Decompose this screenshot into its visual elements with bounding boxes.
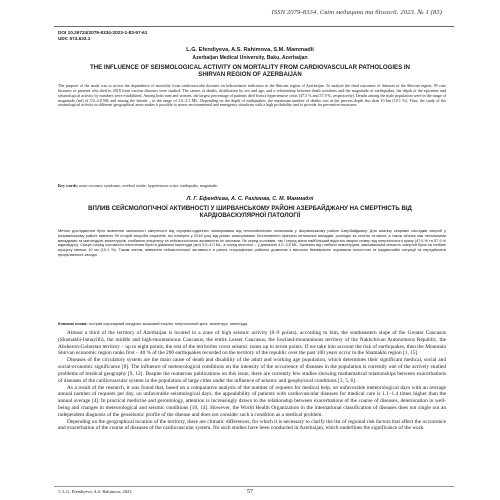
journal-header: ISSN 2079-8334. Світ медицини та біології. 2023. № 1 (83) <box>271 9 442 16</box>
body-paragraph: Diseases of the circulatory system are the main cause of death and disability of the adult and working age population, which determines their significant medical, social and social-economic significance [8]. The influence of meteorological conditions on the intensity of the occurrence of diseases in the population is currently one of the actively studied problems of medical geography [9, 12]. Despite the numerous publications on this issue, there are currently few studies showing mathematical relationships between exacerbations of diseases of the cardiovascular system in the population of large cities under the influence of seismic and geophysical conditions [3, 5, 6]. <box>58 357 446 384</box>
article-identifiers <box>58 30 147 42</box>
footer-rule <box>54 486 454 487</box>
body-paragraph: As a result of the research, it was found that, based on a comparative analysis of the number of requests for medical help, on unfavorable meteorological days with an average annual number of requests per day, on unfavorable seismological days, the appealability of patients with cardiovascular diseases for medical care is 1.1–1.4 times higher than the annual average [4]. In practical medicine and gerontology, attention is increasingly drawn to the relationship between exacerbations of the course of diseases, deterioration in well-being and changes in meteorological and seismic conditions [10, 14]. However, the World Health Organization in the international classification of diseases does not single out an independent diagnosis of the geoseismic profile of the disease and does not consider such a condition as a medical problem. <box>58 384 446 418</box>
keywords-en-label: Key words: <box>58 183 78 188</box>
body-paragraph: Almost a third of the territory of Azerbaijan is located in a zone of high seismic activity (8–9 points), according to him, the southeastern slope of the Greater Caucasus (Shamakhi-Ismayilli), the middle and high-mountainous Caucasus, the entire Lesser Caucasus, the lowland-mountainous territory of the Nakhchivan Autonomous Republic, the Absheron-Gobustan territory – up to eight points, the rest of the territories cover seismic zones up to seven points. If we take into account the risk of earthquakes, then the Mountain Shirvan economic region ranks first – 40 % of the 200 earthquakes recorded on the territory of the republic over the past 100 years occur in the Shamakhi region [1, 15]. <box>58 330 446 357</box>
header-rule <box>54 26 454 27</box>
copyright: © L.G. Efendiyeva, A.S. Rahimova, 2023 <box>58 489 132 494</box>
abstract-ua: Метою дослідження було вивчення залежності смертності від серцево-судинних захворювань від геліосейсмічних показників у Ширванському районі Азербайджану. Для аналізу кінцевих наслідків хвороб у Ширванському районі вивчено 99 історій хвороби пацієнтів, які померли у 2018 році від різних захворювань. Встановлено причини летальних випадків, розподіл за статтю та віком, а також зв'язок між летальними випадками та магнітудою землетрусів, глибиною епіцентру та сейсмологічною активністю за числами. Як серед чоловіків, так і серед жінок найбільший відсоток хворих помер від гіпертонічного кризу (47,5 % та 57,9 % відповідно). Смерті серед чоловічого населення були в діапазоні магнітуди (мл) 3,0–4,0 ML, а серед жіночого – у діапазоні 4,0–3,5 ML. Залежно від глибини землетрусів, максимальна кількість смертей була на глибині процесу менше 10 км (10,1 %). Таким чином, вивчення сейсмологічної активності в різних географічних районах дозволяє з високою ймовірністю оцінювати екологічні та надзвичайні ситуації та передбачати профілактичні заходи. <box>58 229 446 257</box>
authors-en: L.G. Efendiyeva, A.S. Rahimova, S.M. Mammadli <box>186 47 314 53</box>
authors-ua: Л. Г. Ефендієва, А. С. Рахімова, С. М. Маммадлі <box>186 196 314 202</box>
page-number: 57 <box>247 489 253 495</box>
affiliation-en: Azerbaijan Medical University, Baku, Azerbaijan <box>192 55 308 61</box>
keywords-ua-text: гострий коронарний синдром, мозковий інсульт, гіпертонічний криз, землетрус, магнітуда. <box>88 322 249 326</box>
udc-line: UDC 574.633.1 <box>58 35 91 41</box>
keywords-en <box>58 184 446 189</box>
article-body <box>58 330 446 432</box>
keywords-ua-label: Ключові слова: <box>58 322 88 326</box>
keywords-en-text: acute coronary syndrome, cerebral stroke, hypertensive crisis, earthquake, magnitude. <box>78 183 218 188</box>
body-paragraph: Depending on the geographical location of the territory, there are climatic differences, for which it is necessary to clarify the list of regional risk factors that affect the occurrence and exacerbation of the course of diseases of the cardiovascular system. No such studies have been conducted in Azerbaijan, which underlines the significance of the work. <box>58 418 446 432</box>
doi-line[interactable]: DOI 10.26724/2079-8334-2023-1-83-57-61 <box>58 30 148 35</box>
keywords-ua <box>58 322 446 327</box>
abstract-en: The purpose of the study was to access the dependence of mortality from cardiovascular diseases on helioseismic indicators in the Shirvan region of Azerbaijan. To analyze the final outcomes of diseases in the Shirvan region, 99 case histories of patients who died in 2018 from various diseases were studied. The causes of deaths, distribution by sex and age, and a relationship between death accidents and the magnitude of earthquakes, the depth of the epicenter and seismological activity by numbers were established. Among both men and women, the largest percentage of patients died from a hypertensive crisis (47.5 % and 57.9 %, respectively). Deaths among the male population were in the range of magnitude (ml) of 3.0–4.0 ML and among the female – in the range of 3.0–3.5 ML. Depending on the depth of earthquakes, the maximum number of deaths was at the process depth less than 10 km (10.1 %). Thus, the study of the seismological activity in different geographical areas makes it possible to assess environmental and emergency situations with a high probability and to provide for preventive measures. <box>58 83 446 108</box>
title-ua: ВПЛИВ СЕЙСМОЛОГІЧНОЇ АКТИВНОСТІ У ШИРВАНСЬКОМУ РАЙОНІ АЗЕРБАЙДЖАНУ НА СМЕРТНІСТЬ ВІД КАРДІОВАСКУЛЯРНОЇ ПАТОЛОГІЇ <box>88 205 412 220</box>
title-en: THE INFLUENCE OF SEISMOLOGICAL ACTIVITY ON MORTALITY FROM CARDIOVASCULAR PATHOLOGIES IN SHIRVAN REGION OF AZERBAIJAN <box>90 64 410 79</box>
